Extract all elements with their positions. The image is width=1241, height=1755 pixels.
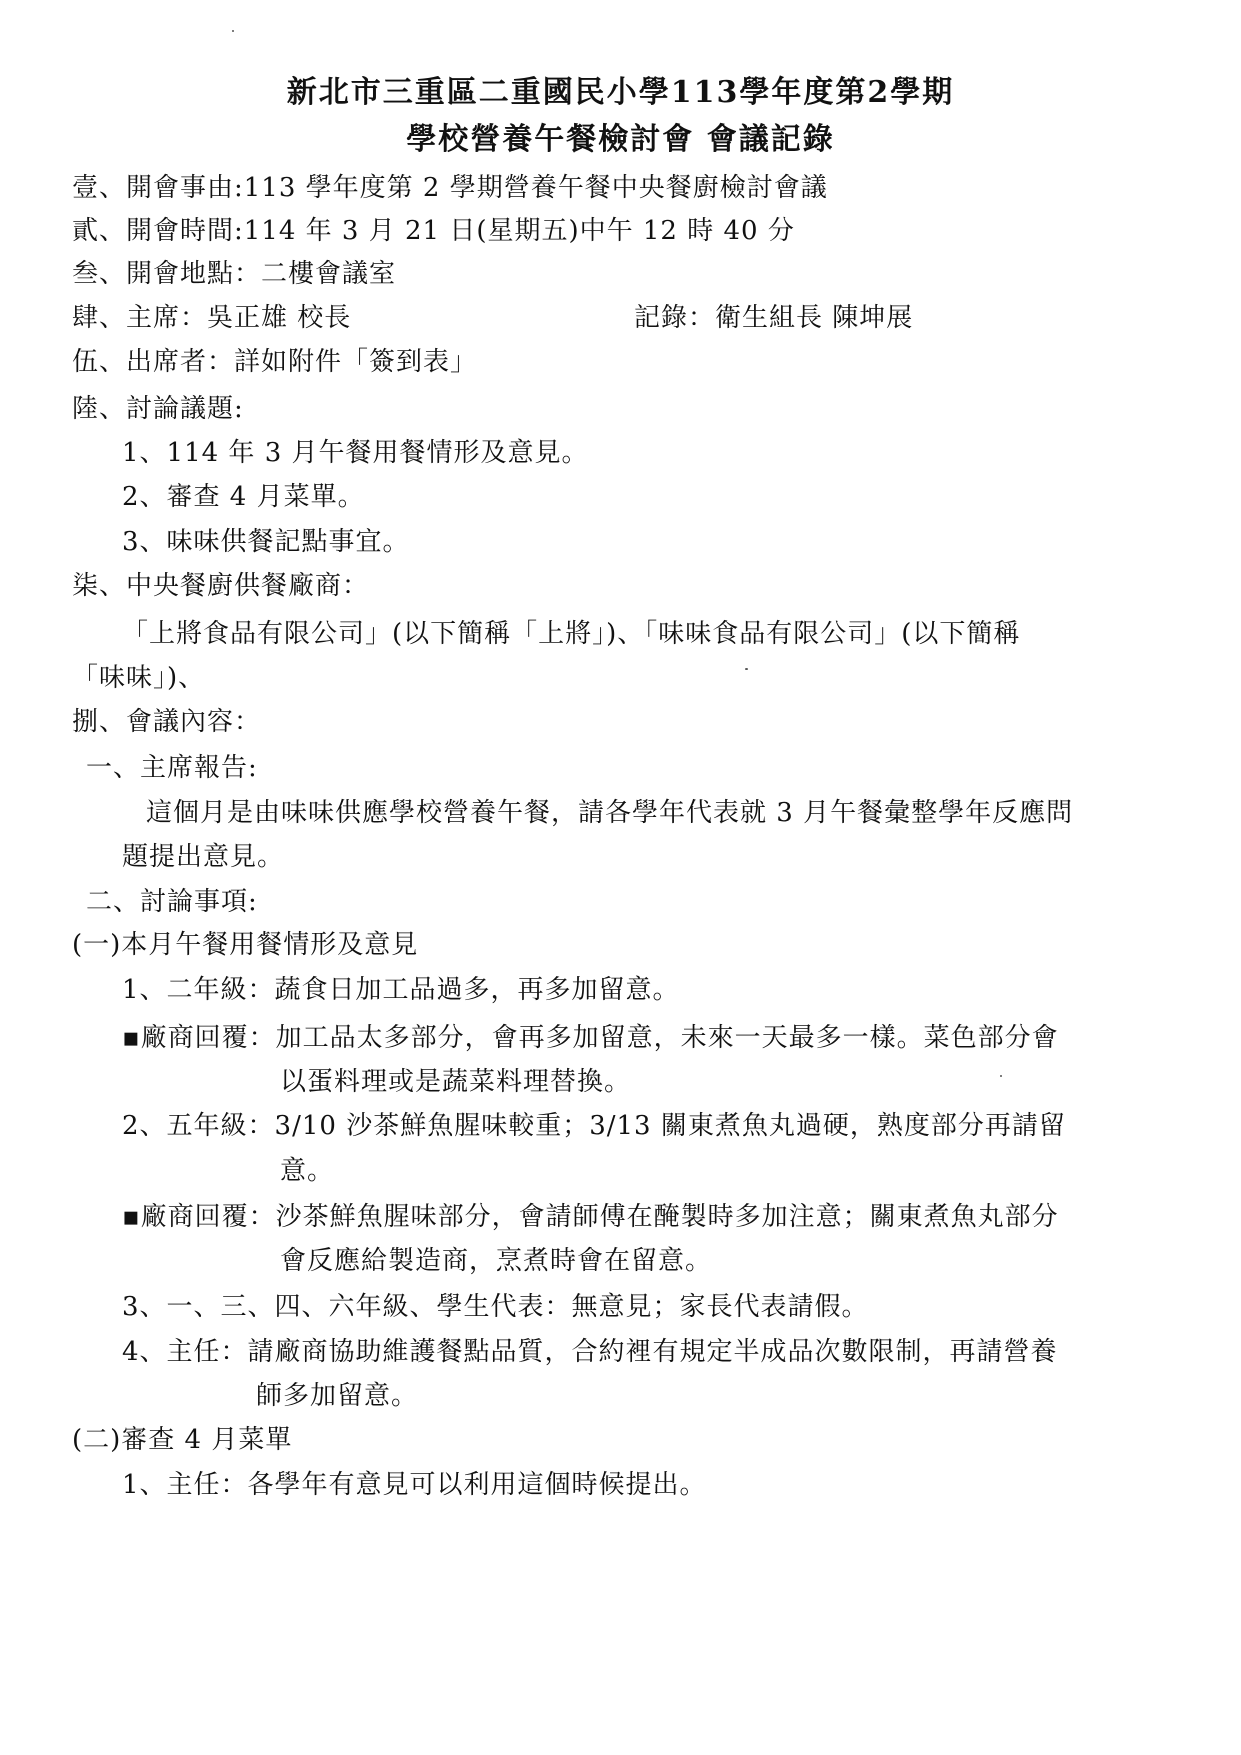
vendor-reply: ▪廠商回覆：沙茶鮮魚腥味部分，會請師傅在醃製時多加注意；關東煮魚丸部分 bbox=[122, 1202, 1059, 1232]
vendor-reply: 會反應給製造商，烹煮時會在留意。 bbox=[280, 1246, 713, 1276]
section-heading: (二)審查 4 月菜單 bbox=[72, 1425, 293, 1455]
vendor-reply: 以蛋料理或是蔬菜料理替換。 bbox=[280, 1067, 632, 1097]
topic-item: 3、味味供餐記點事宜。 bbox=[122, 527, 410, 557]
meeting-recorder: 記錄：衛生組長 陳坤展 bbox=[634, 303, 914, 333]
vendors-line: 「上將食品有限公司」(以下簡稱「上將」)、「味味食品有限公司」(以下簡稱 bbox=[122, 619, 1021, 649]
discussion-item: 3、一、三、四、六年級、學生代表：無意見；家長代表請假。 bbox=[122, 1292, 869, 1322]
document-subtitle: 學校營養午餐檢討會 會議記錄 bbox=[406, 122, 835, 157]
discussion-heading: 二、討論事項: bbox=[86, 887, 258, 917]
discussion-item: 師多加留意。 bbox=[256, 1381, 419, 1411]
scan-speck bbox=[232, 30, 234, 32]
document-title: 新北市三重區二重國民小學113學年度第2學期 bbox=[286, 75, 955, 110]
scan-speck bbox=[1000, 1075, 1002, 1077]
discussion-item: 1、二年級：蔬食日加工品過多，再多加留意。 bbox=[122, 975, 680, 1005]
discussion-item: 2、五年級：3/10 沙茶鮮魚腥味較重；3/13 關東煮魚丸過硬，熟度部分再請留 bbox=[122, 1111, 1066, 1141]
content-heading: 捌、會議內容： bbox=[72, 707, 262, 737]
report-text: 這個月是由味味供應學校營養午餐，請各學年代表就 3 月午餐彙整學年反應問 bbox=[146, 798, 1074, 828]
report-text: 題提出意見。 bbox=[122, 842, 285, 872]
discussion-item: 1、主任：各學年有意見可以利用這個時候提出。 bbox=[122, 1470, 707, 1500]
vendors-heading: 柒、中央餐廚供餐廠商： bbox=[72, 571, 370, 601]
meeting-location: 叁、開會地點：二樓會議室 bbox=[72, 259, 397, 289]
scan-speck bbox=[745, 668, 748, 670]
discussion-item: 4、主任：請廠商協助維護餐點品質，合約裡有規定半成品次數限制，再請營養 bbox=[122, 1337, 1058, 1367]
meeting-chair: 肆、主席：吳正雄 校長 bbox=[72, 303, 352, 333]
topic-item: 2、審查 4 月菜單。 bbox=[122, 482, 365, 512]
vendor-reply: ▪廠商回覆：加工品太多部分，會再多加留意，未來一天最多一樣。菜色部分會 bbox=[122, 1023, 1059, 1053]
meeting-time: 貳、開會時間:114 年 3 月 21 日(星期五)中午 12 時 40 分 bbox=[72, 216, 795, 246]
topics-heading: 陸、討論議題: bbox=[72, 394, 244, 424]
report-heading: 一、主席報告: bbox=[86, 753, 258, 783]
section-heading: (一)本月午餐用餐情形及意見 bbox=[72, 930, 419, 960]
meeting-attendees: 伍、出席者：詳如附件「簽到表」 bbox=[72, 347, 478, 377]
vendors-line: 「味味」)、 bbox=[72, 663, 206, 693]
discussion-item: 意。 bbox=[280, 1156, 335, 1186]
topic-item: 1、114 年 3 月午餐用餐情形及意見。 bbox=[122, 438, 589, 468]
meeting-reason: 壹、開會事由:113 學年度第 2 學期營養午餐中央餐廚檢討會議 bbox=[72, 173, 828, 203]
